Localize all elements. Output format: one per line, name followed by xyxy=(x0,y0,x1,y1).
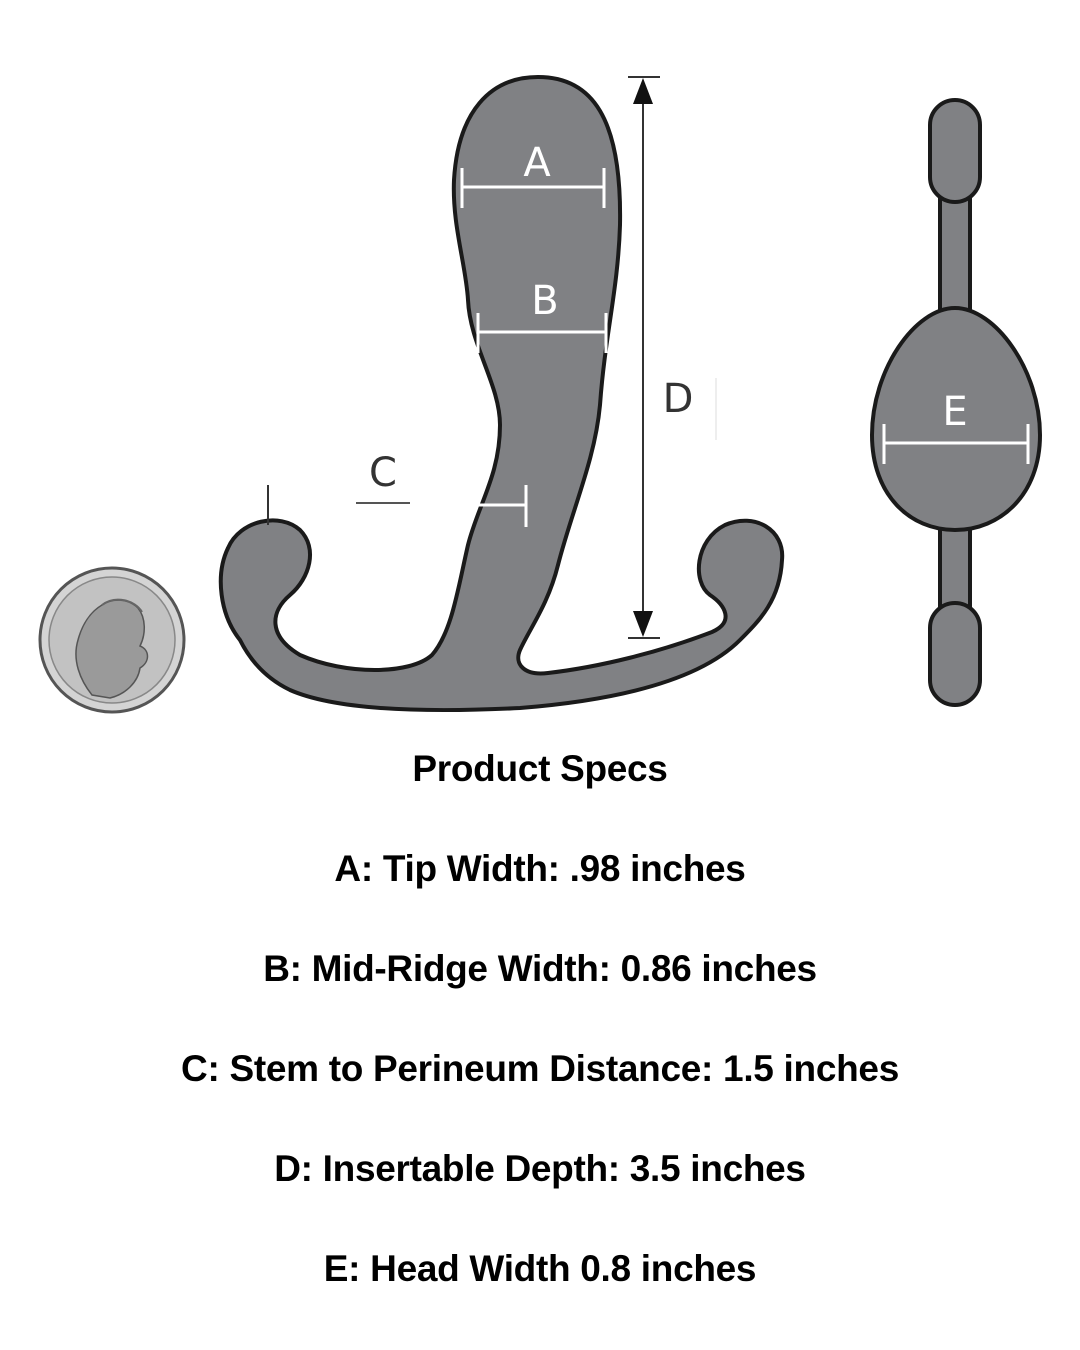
label-e: E xyxy=(942,389,968,435)
label-b: B xyxy=(531,278,559,324)
spec-item-stem-to-perineum: C: Stem to Perineum Distance: 1.5 inches xyxy=(181,1048,899,1089)
spec-item-insertable-depth: D: Insertable Depth: 3.5 inches xyxy=(274,1148,806,1189)
spec-item-tip-width: A: Tip Width: .98 inches xyxy=(334,848,746,889)
label-c: C xyxy=(369,450,397,496)
label-d: D xyxy=(662,376,694,422)
quarter-coin-icon xyxy=(40,568,184,712)
spec-item-mid-ridge-width: B: Mid-Ridge Width: 0.86 inches xyxy=(263,948,817,989)
specs-title: Product Specs xyxy=(412,748,668,789)
label-a: A xyxy=(523,140,551,186)
spec-item-head-width: E: Head Width 0.8 inches xyxy=(323,1248,757,1289)
device-side-view xyxy=(221,77,782,710)
